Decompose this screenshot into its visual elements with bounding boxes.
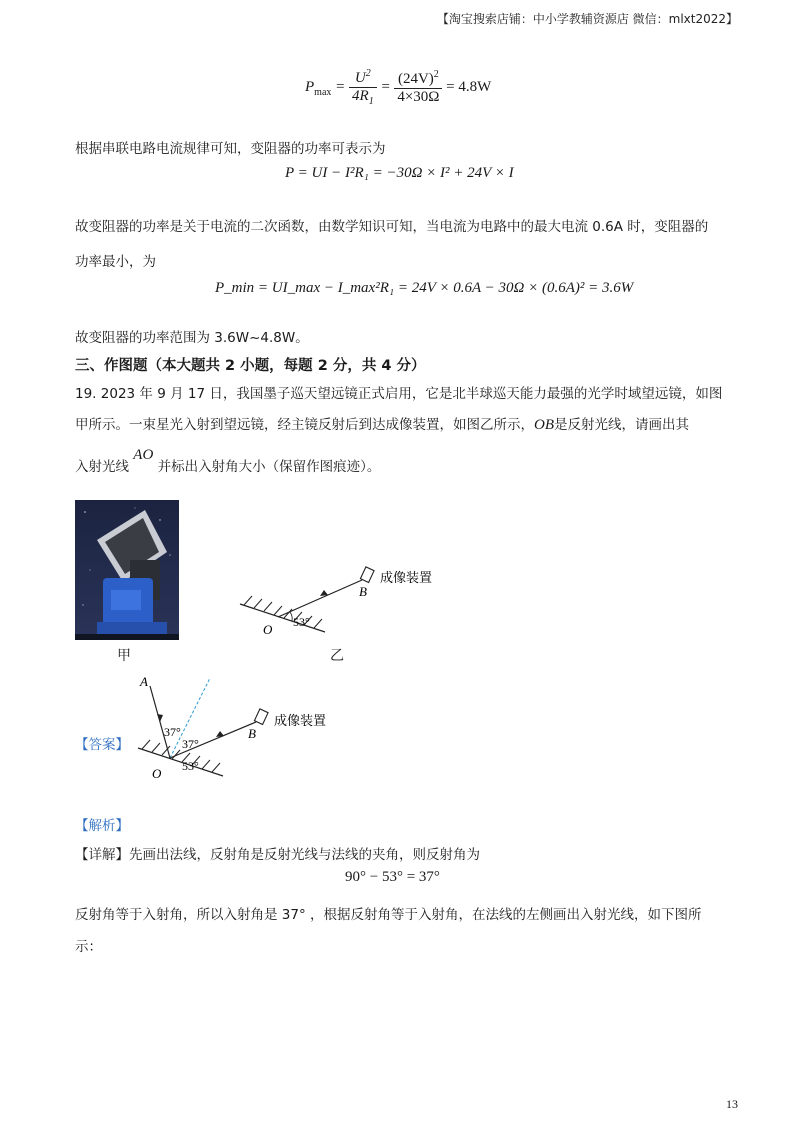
detail-line: 【详解】先画出法线，反射角是反射光线与法线的夹角，则反射角为 [75, 847, 480, 863]
equation-reflection-angle: 90° − 53° = 37° [345, 869, 440, 885]
question-19-line1: 19. 2023 年 9 月 17 日，我国墨子巡天望远镜正式启用，它是北半球巡天能力最强的光学时域望远镜，如图 [75, 386, 723, 402]
angle-arc [290, 612, 292, 621]
text-conclusion-2: 示： [75, 939, 102, 955]
reflected-arrow-head [216, 731, 224, 737]
equation-pmin: P_min = UI_max − I_max²R₁ = 24V × 0.6A − 30Ω × (0.6A)² = 3.6W [215, 280, 634, 296]
page-number: 13 [726, 1097, 738, 1111]
mirror-hatching [244, 596, 322, 628]
answer-angle-53: 53° [182, 759, 199, 773]
label-O: O [263, 622, 273, 637]
equation-pmax: $P_{max}$ = $\frac{U^2}{4R_1}$ = $\frac{(24V)^2}{4\times 30\Omega}$ = 4.8W [305, 68, 492, 107]
mirror-line [240, 604, 325, 632]
answer-label-A: A [140, 674, 148, 689]
answer-figure [130, 670, 370, 790]
caption-jia: 甲 [117, 648, 131, 664]
text-power-range: 故变阻器的功率范围为 3.6W~4.8W。 [75, 330, 309, 346]
header-note: 【淘宝搜索店铺：中小学教辅资源店 微信：mlxt2022】 [436, 12, 738, 26]
text-conclusion-1: 反射角等于入射角，所以入射角是 37° ，根据反射角等于入射角，在法线的左侧画出入射光线，如下图所 [75, 907, 702, 923]
equation-power: P = UI − I²R₁ = −30Ω × I² + 24V × I [285, 165, 514, 181]
answer-angle-37-incident: 37° [164, 725, 181, 739]
question-19-line2: 甲所示。一束星光入射到望远镜，经主镜反射后到达成像装置，如图乙所示，OB是反射光线，请画出其 [75, 417, 689, 433]
answer-angle-37-reflect: 37° [182, 737, 199, 751]
text-series-rule: 根据串联电路电流规律可知，变阻器的功率可表示为 [75, 141, 386, 157]
question-19-line3: 入射光线 AO 并标出入射角大小（保留作图痕迹）。 [75, 447, 381, 475]
text-quadratic-1: 故变阻器的功率是关于电流的二次函数，由数学知识可知，当电流为电路中的最大电流 0.6A 时，变阻器的 [75, 219, 709, 235]
telescope-photo [75, 500, 179, 640]
answer-label: 【答案】 [75, 737, 129, 753]
answer-label-device: 成像装置 [274, 714, 327, 729]
answer-label-B: B [248, 726, 256, 741]
label-B: B [359, 584, 367, 599]
answer-label-O: O [152, 766, 162, 781]
label-angle-53: 53° [293, 615, 310, 629]
text-quadratic-2: 功率最小，为 [75, 254, 156, 270]
caption-yi: 乙 [330, 648, 344, 664]
figure-yi [230, 560, 470, 660]
reflected-ray-OB [278, 580, 362, 617]
arrow-head [320, 590, 328, 596]
label-device: 成像装置 [380, 571, 433, 586]
answer-mirror-line [138, 748, 223, 776]
section-heading: 三、作图题（本大题共 2 小题，每题 2 分，共 4 分） [75, 358, 426, 374]
incident-arrow-head [157, 714, 163, 722]
answer-imaging-device [254, 709, 268, 725]
analysis-label: 【解析】 [75, 818, 129, 834]
imaging-device [360, 567, 374, 583]
